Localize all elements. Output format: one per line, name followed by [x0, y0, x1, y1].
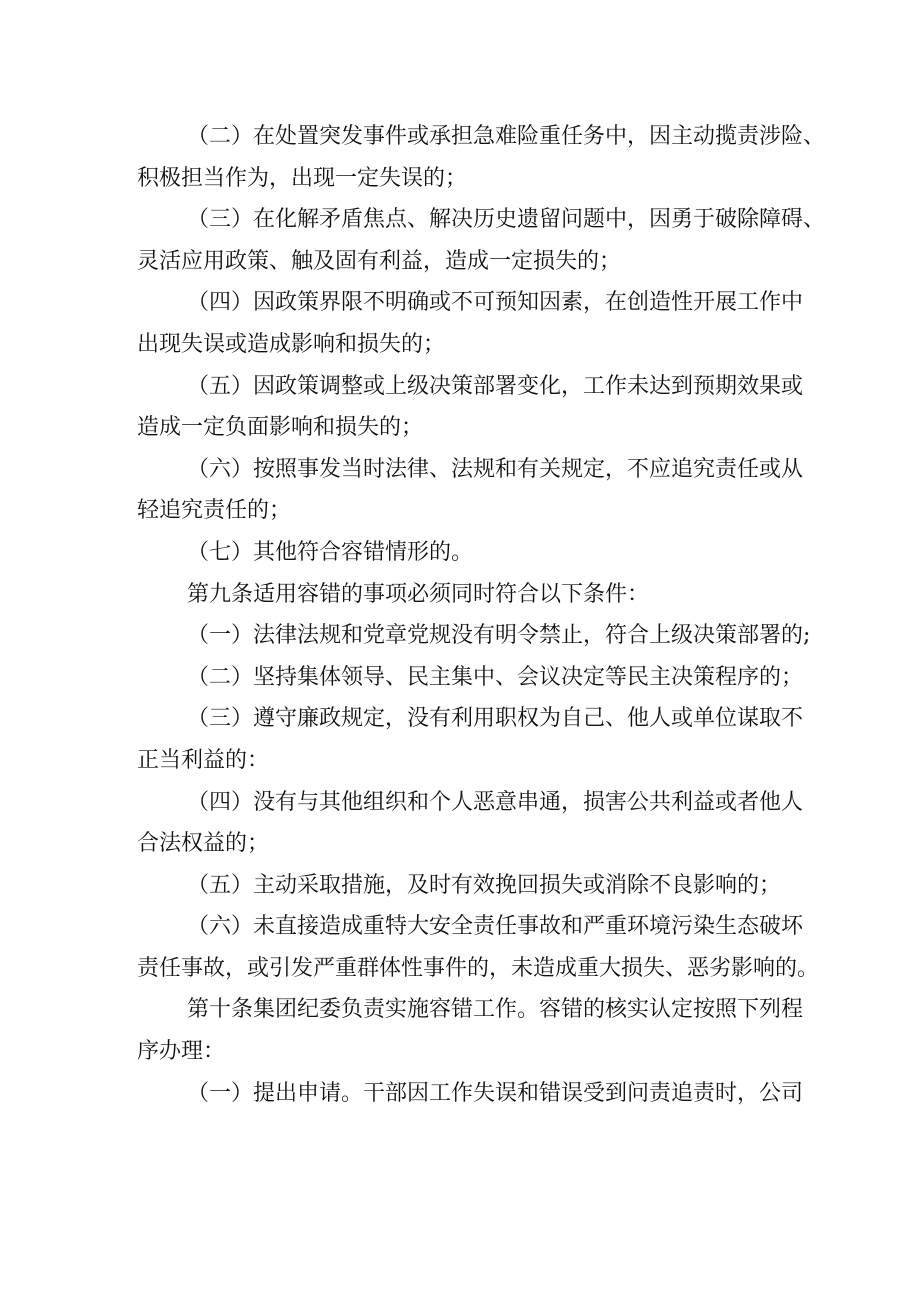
text-line: 责任事故，或引发严重群体性事件的，未造成重大损失、恶劣影响的。 — [137, 955, 820, 981]
text-line: 灵活应用政策、触及固有利益，造成一定损失的； — [137, 248, 622, 274]
document-body — [137, 116, 826, 1114]
text-line: （四）没有与其他组织和个人恶意串通，损害公共利益或者他人 — [187, 789, 804, 815]
text-line: （三）在化解矛盾焦点、解决历史遗留问题中，因勇于破除障碍、 — [187, 207, 826, 233]
text-line: （四）因政策界限不明确或不可预知因素，在创造性开展工作中 — [187, 290, 804, 316]
text-line: 造成一定负面影响和损失的； — [137, 415, 424, 441]
text-line: （五）因政策调整或上级决策部署变化，工作未达到预期效果或 — [187, 373, 804, 399]
text-line: 轻追究责任的； — [137, 498, 292, 524]
text-line: （一）提出申请。干部因工作失误和错误受到问责追责时，公司 — [187, 1080, 804, 1106]
text-line: 出现失误或造成影响和损失的； — [137, 331, 446, 357]
text-line: （三）遵守廉政规定，没有利用职权为自己、他人或单位谋取不 — [187, 706, 804, 732]
text-line: （二）坚持集体领导、民主集中、会议决定等民主决策程序的； — [187, 664, 804, 690]
text-line: 积极担当作为，出现一定失误的； — [137, 165, 468, 191]
text-line: （一）法律法规和党章党规没有明令禁止，符合上级决策部署的; — [187, 623, 811, 649]
text-line: 正当利益的： — [137, 747, 270, 773]
text-line: 第十条集团纪委负责实施容错工作。容错的核实认定按照下列程 — [187, 997, 804, 1023]
text-line: （五）主动采取措施，及时有效挽回损失或消除不良影响的； — [187, 872, 782, 898]
text-line: 第九条适用容错的事项必须同时符合以下条件： — [187, 581, 650, 607]
text-line: （六）按照事发当时法律、法规和有关规定，不应追究责任或从 — [187, 456, 804, 482]
text-line: （二）在处置突发事件或承担急难险重任务中，因主动揽责涉险、 — [187, 124, 826, 149]
text-line: 序办理： — [137, 1039, 226, 1065]
text-line: （七）其他符合容错情形的。 — [187, 539, 474, 565]
text-line: 合法权益的； — [137, 831, 270, 857]
text-line: （六）未直接造成重特大安全责任事故和严重环境污染生态破坏 — [187, 914, 804, 940]
